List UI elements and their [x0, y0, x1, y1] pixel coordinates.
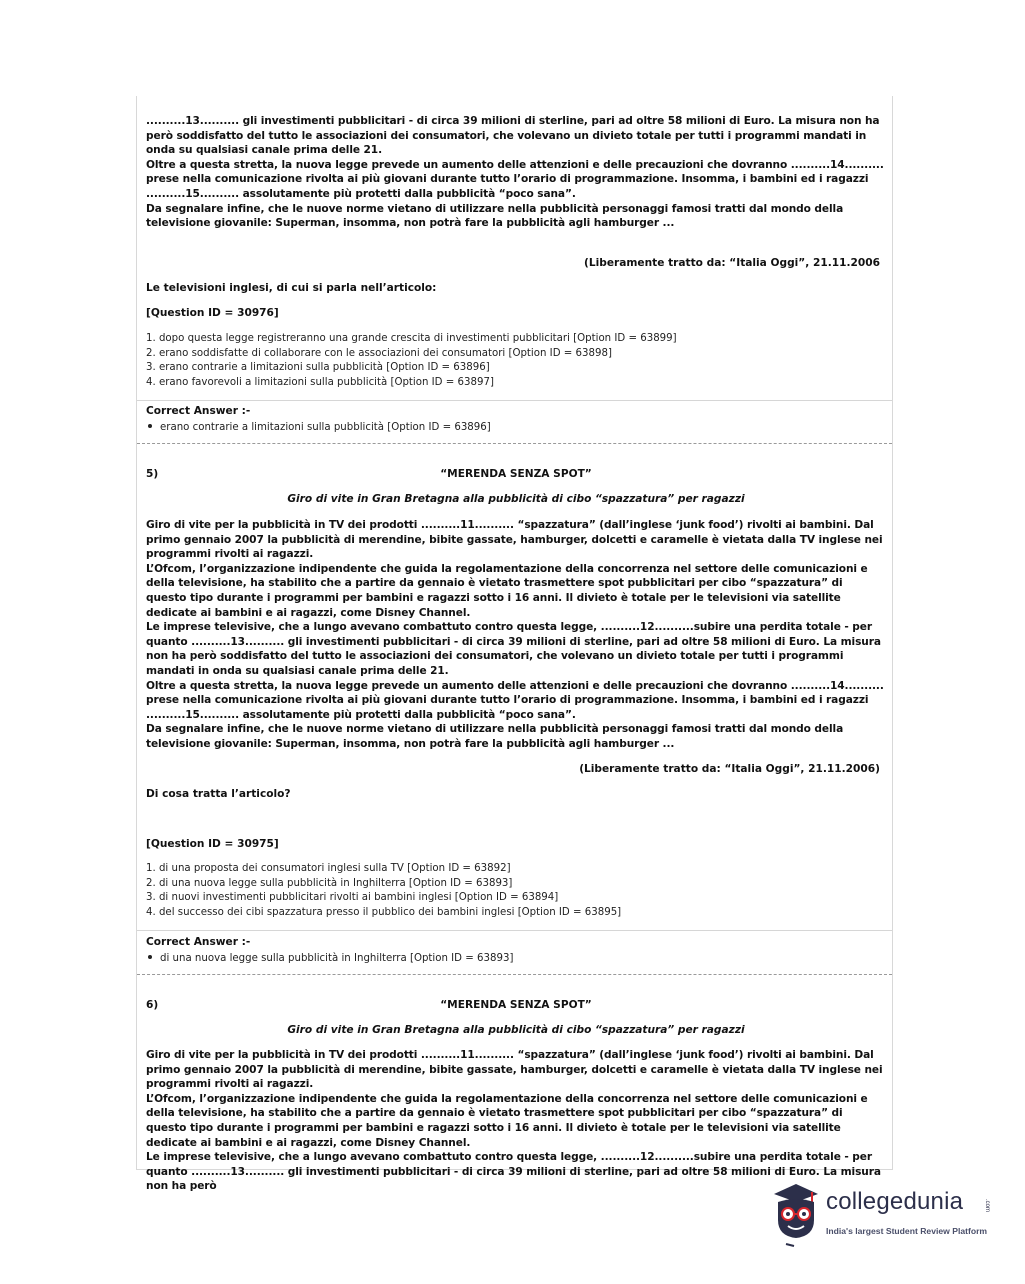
option-item: 2. erano soddisfatte di collaborare con le associazioni dei consumatori [Option ID = 63898]: [146, 347, 612, 359]
option-item: 1. dopo questa legge registreranno una grande crescita di investimenti pubblicitari [Option ID = 63899]: [146, 333, 677, 344]
option-item: 1. di una proposta dei consumatori inglesi sulla TV [Option ID = 63892]: [146, 863, 511, 874]
option-item: 3. di nuovi investimenti pubblicitari rivolti ai bambini inglesi [Option ID = 63894]: [146, 892, 559, 904]
passage-paragraph: Da segnalare infine, che le nuove norme vietano di utilizzare nella pubblicità personaggi famosi tratti dal mondo della televisione giovanile: Superman, insomma, non potrà fare la pubblicità agli hamburger ...: [146, 723, 844, 750]
passage-continuation: [146, 114, 886, 231]
option-item: 3. erano contrarie a limitazioni sulla pubblicità [Option ID = 63896]: [146, 362, 490, 374]
answer-divider: [137, 400, 892, 401]
bullet-icon: [148, 424, 152, 428]
passage-source: (Liberamente tratto da: “Italia Oggi”, 21.11.2006): [579, 763, 880, 775]
question-separator: [137, 974, 892, 975]
passage-paragraph: Giro di vite per la pubblicità in TV dei prodotti ..........11.......... “spazzatura” (dall’inglese ‘junk food’) rivolti ai bambini. Dal primo gennaio 2007 la pubblicità di merendine, bibite gassate, hamburger, dolcetti e caramelle è vietata dalla TV inglese nei programmi rivolti ai ragazzi.: [146, 1049, 883, 1091]
passage-paragraph: Giro di vite per la pubblicità in TV dei prodotti ..........11.......... “spazzatura” (dall’inglese ‘junk food’) rivolti ai bambini. Dal primo gennaio 2007 la pubblicità di merendine, bibite gassate, hamburger, dolcetti e caramelle è vietata dalla TV inglese nei programmi rivolti ai ragazzi.: [146, 519, 883, 561]
passage-paragraph: Oltre a questa stretta, la nuova legge prevede un aumento delle attenzioni e delle precauzioni che dovranno ..........14.......... prese nella comunicazione rivolta ai più giovani durante tutto l’orario di programmazione. Insomma, i bambini ed i ragazzi ..........15.......... assolutamente più protetti dalla pubblicità “poco sana”.: [146, 158, 884, 200]
passage-title: “MERENDA SENZA SPOT”: [440, 999, 592, 1011]
question-number: 5): [146, 468, 159, 480]
bullet-icon: [148, 955, 152, 959]
frame-left-border: [136, 96, 137, 1170]
answer-divider: [137, 930, 892, 931]
passage-paragraph: Le imprese televisive, che a lungo avevano combattuto contro questa legge, ..........12..........subire una perdita totale - per quanto ..........13.......... gli investimenti pubblicitari - di circa 39 milioni di sterline, pari ad oltre 58 milioni di Euro. La misura non ha però soddisfatto del tutto le associazioni dei consumatori, che volevano un divieto totale per tutti i programmi mandati in onda su qualsiasi canale prima delle 21.: [146, 621, 881, 677]
correct-answer: [146, 422, 491, 433]
passage-body: [146, 1048, 886, 1194]
option-item: 4. del successo dei cibi spazzatura presso il pubblico dei bambini inglesi [Option ID = 63895]: [146, 906, 622, 918]
correct-answer-text: di una nuova legge sulla pubblicità in Inghilterra [Option ID = 63893]: [160, 953, 514, 964]
passage-paragraph: L’Ofcom, l’organizzazione indipendente che guida la regolamentazione della concorrenza nel settore delle comunicazioni e della televisione, ha stabilito che a partire da gennaio è vietato trasmettere spot pubblicitari per cibo “spazzatura” di questo tipo durante i programmi per bambini e ragazzi sotto i 16 anni. Il divieto è totale per le televisioni via satellite dedicate ai bambini e ai ragazzi, come Disney Channel.: [146, 1092, 868, 1149]
option-list: [146, 332, 886, 390]
correct-answer: [146, 953, 513, 964]
passage-subtitle: Giro di vite in Gran Bretagna alla pubblicità di cibo “spazzatura” per ragazzi: [287, 1024, 745, 1036]
brand-suffix: .com: [984, 1199, 990, 1213]
passage-subtitle: Giro di vite in Gran Bretagna alla pubblicità di cibo “spazzatura” per ragazzi: [287, 493, 745, 505]
option-item: 4. erano favorevoli a limitazioni sulla pubblicità [Option ID = 63897]: [146, 376, 494, 388]
correct-answer-text: erano contrarie a limitazioni sulla pubblicità [Option ID = 63896]: [160, 422, 491, 433]
question-id: [Question ID = 30975]: [146, 838, 279, 850]
brand-tagline: India's largest Student Review Platform: [826, 1226, 988, 1236]
brand-name: collegedunia: [826, 1188, 964, 1215]
question-separator: [137, 443, 892, 444]
option-list: [146, 862, 886, 920]
question-text: Di cosa tratta l’articolo?: [146, 788, 291, 800]
passage-paragraph: Da segnalare infine, che le nuove norme vietano di utilizzare nella pubblicità personaggi famosi tratti dal mondo della televisione giovanile: Superman, insomma, non potrà fare la pubblicità agli hamburger ...: [146, 202, 844, 230]
passage-paragraph: L’Ofcom, l’organizzazione indipendente che guida la regolamentazione della concorrenza nel settore delle comunicazioni e della televisione, ha stabilito che a partire da gennaio è vietato trasmettere spot pubblicitari per cibo “spazzatura” di questo tipo durante i programmi per bambini e ragazzi sotto i 16 anni. Il divieto è totale per le televisioni via satellite dedicate ai bambini e ai ragazzi, come Disney Channel.: [146, 562, 868, 619]
frame-right-border: [892, 96, 893, 1170]
question-id: [Question ID = 30976]: [146, 307, 279, 319]
passage-body: [146, 518, 886, 752]
correct-answer-label: Correct Answer :-: [146, 405, 251, 417]
option-item: 2. di una nuova legge sulla pubblicità in Inghilterra [Option ID = 63893]: [146, 877, 513, 889]
passage-paragraph: Oltre a questa stretta, la nuova legge prevede un aumento delle attenzioni e delle precauzioni che dovranno ..........14.......... prese nella comunicazione rivolta ai più giovani durante tutto l’orario di programmazione. Insomma, i bambini ed i ragazzi ..........15.......... assolutamente più protetti dalla pubblicità “poco sana”.: [146, 679, 884, 721]
question-number: 6): [146, 999, 159, 1011]
passage-title: “MERENDA SENZA SPOT”: [440, 468, 592, 480]
question-text: Le televisioni inglesi, di cui si parla nell’articolo:: [146, 282, 437, 294]
correct-answer-label: Correct Answer :-: [146, 936, 251, 948]
passage-source: (Liberamente tratto da: “Italia Oggi”, 21.11.2006: [584, 257, 880, 269]
passage-paragraph: ..........13.......... gli investimenti pubblicitari - di circa 39 milioni di sterline, pari ad oltre 58 milioni di Euro. La misura non ha però soddisfatto del tutto le associazioni dei consumatori, che volevano un divieto totale per tutti i programmi mandati in onda su qualsiasi canale prima delle 21.: [146, 115, 880, 157]
passage-paragraph: Le imprese televisive, che a lungo avevano combattuto contro questa legge, ..........12..........subire una perdita totale - per quanto ..........13.......... gli investimenti pubblicitari - di circa 39 milioni di sterline, pari ad oltre 58 milioni di Euro. La misura non ha però: [146, 1151, 881, 1193]
